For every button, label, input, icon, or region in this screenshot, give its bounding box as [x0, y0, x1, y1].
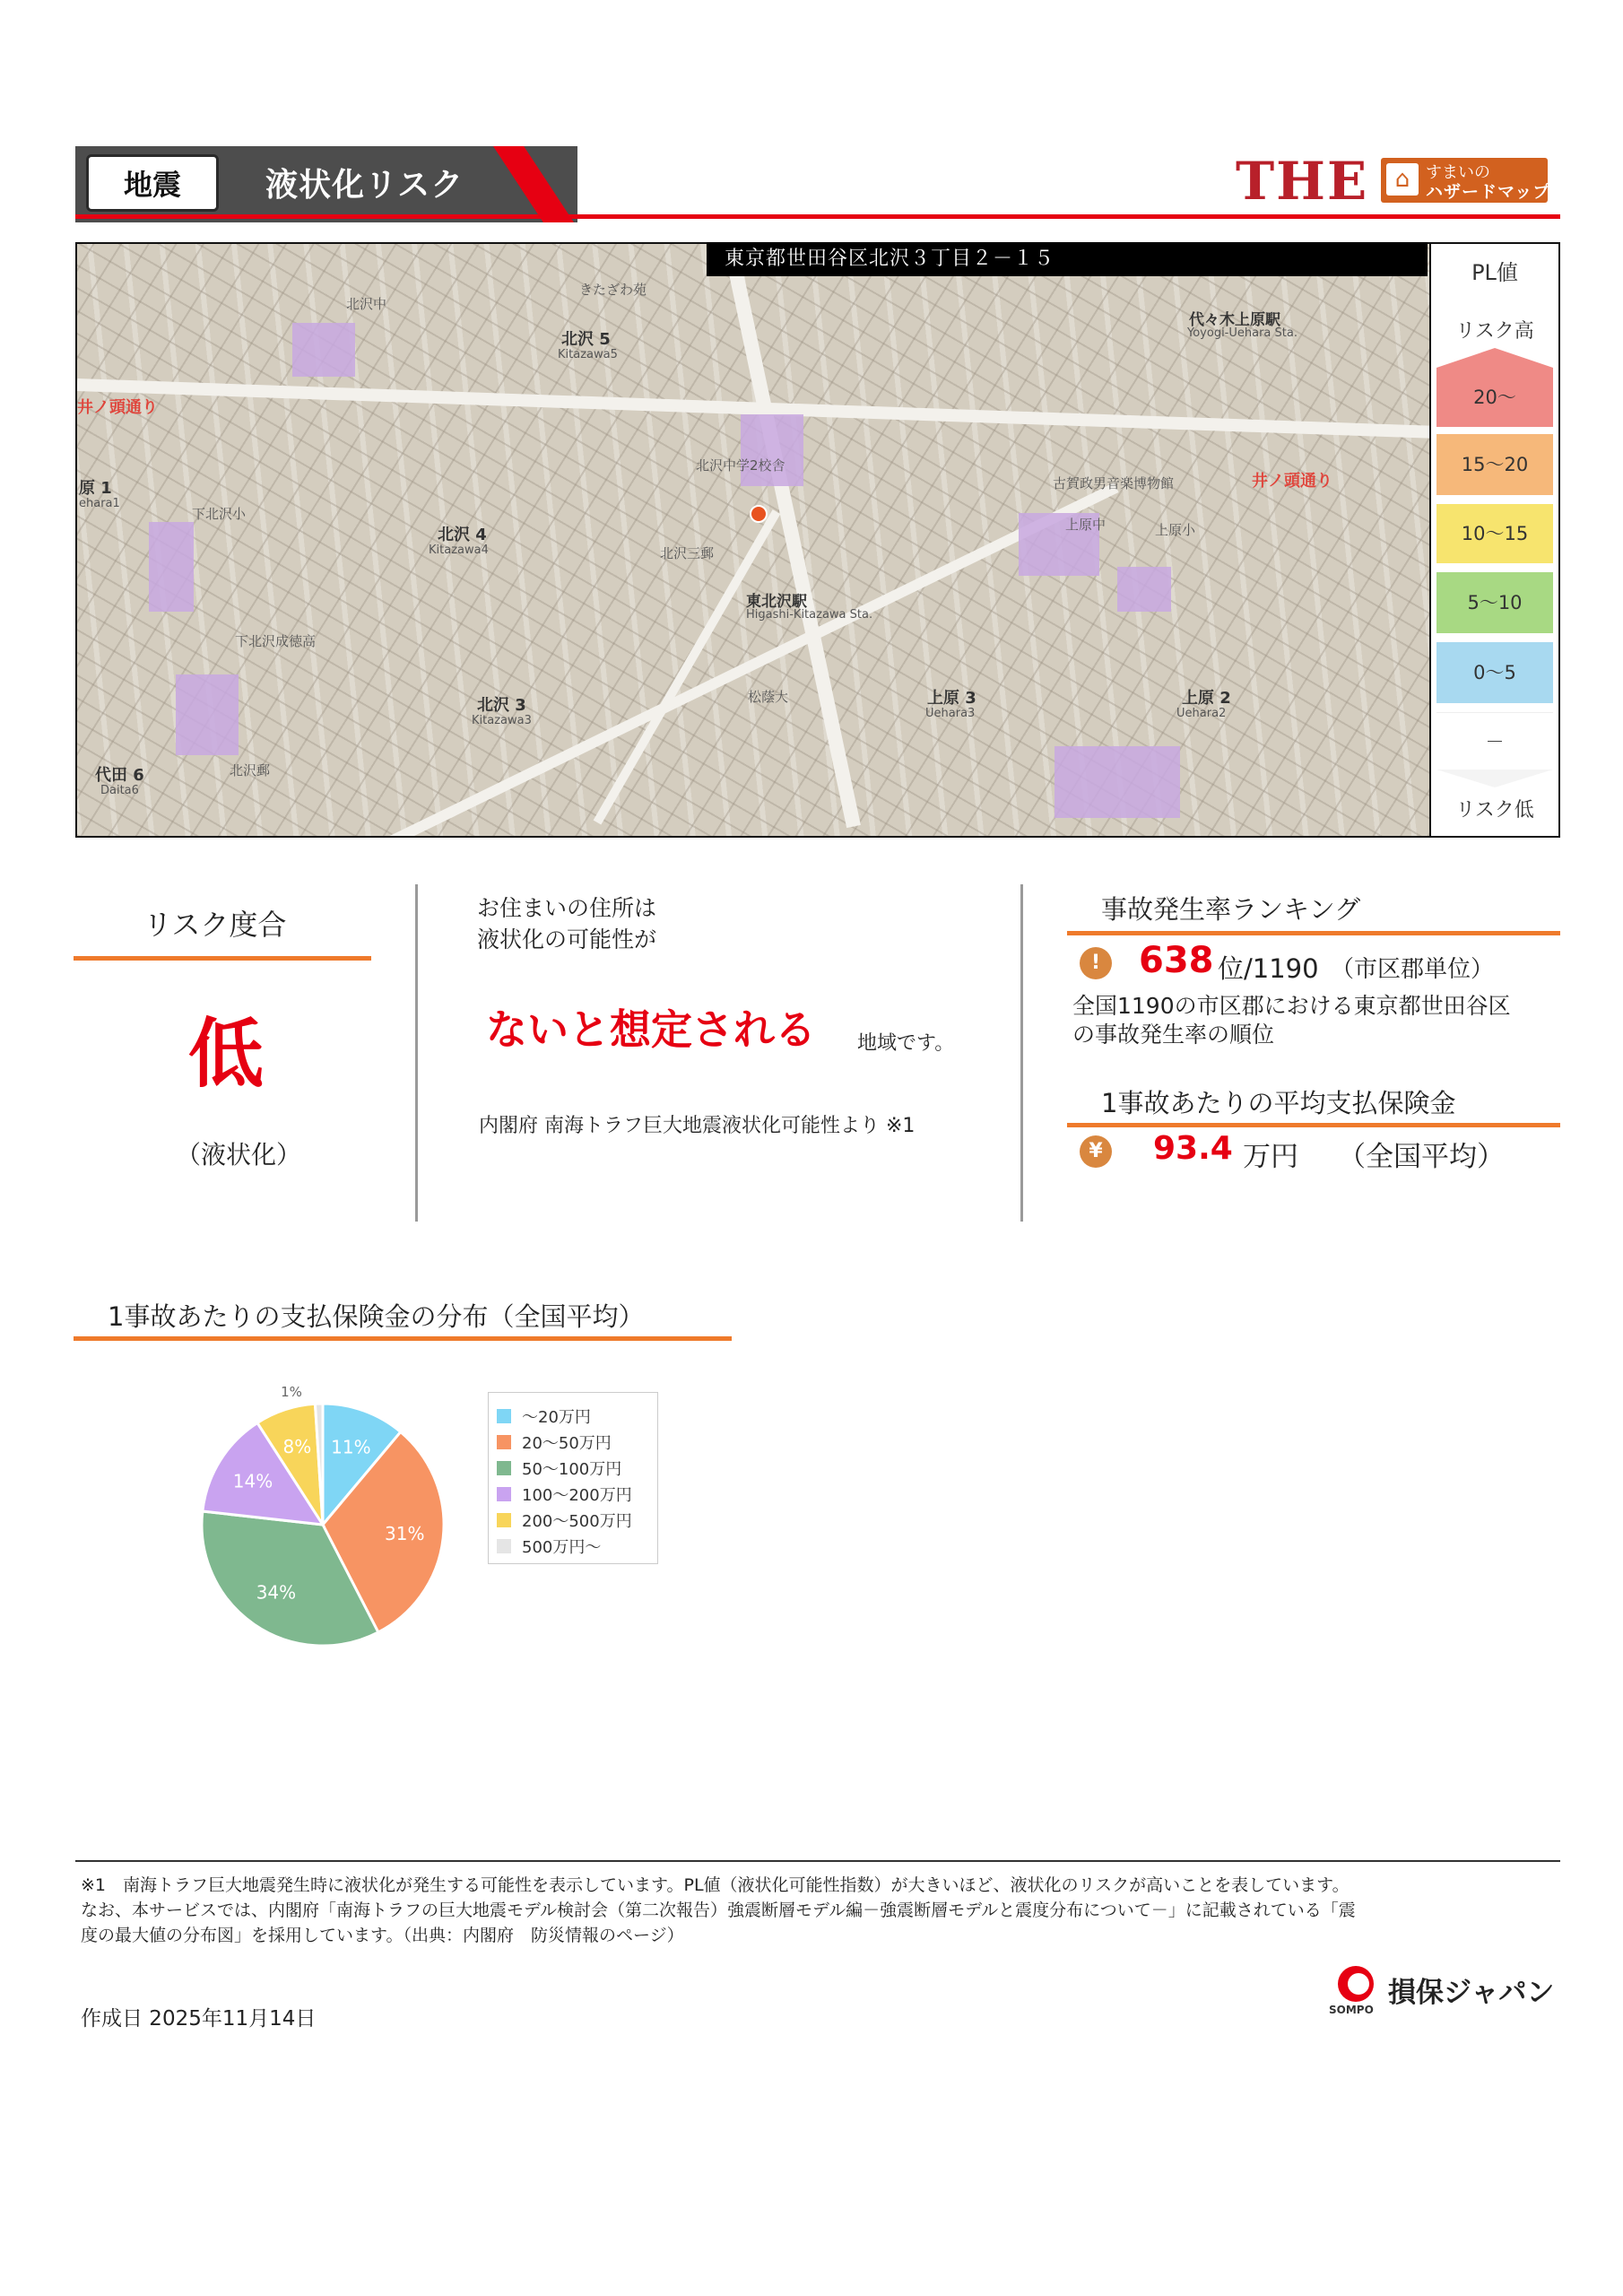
header-underline: [75, 214, 1560, 219]
pie-value-label: 11%: [331, 1436, 371, 1458]
message-highlight: ないと想定される: [486, 1005, 816, 1054]
legend-title: PL値: [1471, 260, 1518, 285]
footnote: [81, 1873, 1560, 1948]
pie-legend-item: [497, 1406, 591, 1426]
ranking-desc: の事故発生率の順位: [1072, 1022, 1275, 1048]
distribution-heading: 1事故あたりの支払保険金の分布（全国平均）: [108, 1301, 645, 1332]
avg-payout-unit: 万円: [1243, 1141, 1298, 1173]
avg-payout-heading: 1事故あたりの平均支払保険金: [1101, 1088, 1456, 1118]
map-station-label: 東北沢駅: [746, 593, 807, 611]
pie-value-label: 31%: [385, 1523, 425, 1545]
pie-legend-item: [497, 1536, 601, 1556]
legend-band: 10～15: [1436, 504, 1553, 563]
brand-sub-label: すまいの: [1426, 163, 1490, 182]
legend-high-label: リスク高: [1455, 320, 1534, 343]
legend-band: 0～5: [1436, 642, 1553, 703]
footnote-divider: [75, 1860, 1560, 1862]
section-underline: [1067, 1123, 1560, 1127]
footnote-line: ※1 南海トラフ巨大地震発生時に液状化が発生する可能性を表示しています。PL値（液状化可能性指数）が大きいほど、液状化のリスクが高いことを表しています。: [81, 1875, 1350, 1895]
map-poi-label: 古賀政男音楽博物館: [1053, 475, 1175, 491]
map-area-sublabel: ehara1: [79, 497, 120, 510]
pie-legend-swatch: [497, 1435, 511, 1449]
location-pin-icon[interactable]: [750, 505, 768, 523]
yen-icon: ¥: [1080, 1135, 1112, 1168]
avg-payout-value: 93.4: [1153, 1130, 1233, 1167]
payout-pie-chart: [161, 1345, 484, 1668]
map-poi-label: 北沢中: [346, 296, 387, 312]
risk-level: 低: [188, 1010, 265, 1098]
legend-band: 5～10: [1436, 572, 1553, 633]
map-school-zone: [1117, 567, 1171, 612]
pie-legend-item: [497, 1432, 612, 1452]
page-title: 液状化リスク: [265, 167, 464, 204]
pie-value-label: 34%: [256, 1581, 297, 1604]
pie-legend-item: [497, 1458, 621, 1478]
pie-legend-swatch: [497, 1539, 511, 1553]
address-label: 東京都世田谷区北沢３丁目２－１５: [707, 242, 1428, 276]
map-area-sublabel: Kitazawa3: [472, 714, 532, 727]
map-road-label: 井ノ頭通り: [1252, 472, 1332, 491]
house-icon: ⌂: [1386, 163, 1419, 196]
map-area-label: 原 1: [79, 479, 112, 498]
map-area-label: 上原 3: [927, 689, 976, 708]
avg-payout-note: （全国平均）: [1338, 1141, 1505, 1173]
pie-legend-item: [497, 1484, 632, 1504]
map-poi-label: 北沢郵: [230, 762, 271, 778]
sompo-logo-inner: [1348, 1973, 1369, 1995]
map-poi-label: 下北沢成徳高: [235, 633, 317, 649]
footnote-line: 度の最大値の分布図」を採用しています。（出典：内閣府 防災情報のページ）: [81, 1926, 684, 1945]
message-source: 内閣府 南海トラフ巨大地震液状化可能性より ※1: [479, 1115, 916, 1137]
section-underline: [74, 956, 371, 961]
map-area-sublabel: Kitazawa5: [558, 348, 618, 361]
map-road-label: 井ノ頭通り: [77, 398, 158, 417]
map-poi-label: 北沢三郵: [660, 545, 715, 561]
pie-legend-swatch: [497, 1513, 511, 1527]
map-station-sublabel: Higashi-Kitazawa Sta.: [746, 608, 873, 622]
ranking-heading: 事故発生率ランキング: [1101, 894, 1361, 925]
pie-legend-label: ～20万円: [522, 1408, 591, 1427]
map-poi-label: 上原小: [1155, 522, 1196, 538]
map-station-label: 代々木上原駅: [1189, 311, 1280, 329]
footnote-line: なお、本サービスでは、内閣府「南海トラフの巨大地震モデル検討会（第二次報告）強震断層モデル編－強震断層モデルと震度分布について－」に記載されている「震: [81, 1900, 1356, 1920]
column-divider: [415, 884, 418, 1222]
message-line2: 液状化の可能性が: [477, 926, 657, 952]
message-suffix: 地域です。: [857, 1032, 955, 1055]
pie-legend-swatch: [497, 1461, 511, 1475]
map-area-sublabel: Uehara2: [1176, 707, 1227, 720]
map-area-sublabel: Daita6: [100, 784, 139, 797]
pie-legend-label: 50～100万円: [522, 1460, 622, 1479]
brand-logo-the: THE: [1236, 151, 1369, 212]
map-school-zone: [741, 414, 803, 486]
ranking-unit: （市区郡単位）: [1331, 956, 1495, 983]
ranking-rank: 638: [1139, 940, 1214, 981]
map-poi-label: 上原中: [1065, 517, 1107, 533]
column-divider: [1020, 884, 1023, 1222]
map-area-sublabel: Kitazawa4: [429, 544, 489, 557]
map-poi-label: 下北沢小: [192, 506, 247, 522]
hazard-map[interactable]: [75, 242, 1429, 838]
legend-band: 20～: [1436, 368, 1553, 427]
risk-type: （液状化）: [176, 1140, 302, 1170]
map-area-label: 北沢 4: [438, 526, 487, 544]
exclamation-icon: !: [1080, 947, 1112, 979]
pie-legend-swatch: [497, 1487, 511, 1501]
ranking-desc: 全国1190の市区郡における東京都世田谷区: [1072, 993, 1511, 1019]
pie-legend-label: 100～200万円: [522, 1486, 632, 1505]
ranking-rank-suffix: 位/1190: [1218, 953, 1319, 984]
message-line1: お住まいの住所は: [477, 895, 657, 921]
map-area-label: 北沢 5: [561, 330, 611, 349]
map-area-label: 北沢 3: [477, 696, 526, 715]
pie-value-label: 8%: [282, 1435, 312, 1457]
map-school-zone: [292, 323, 355, 377]
company-name: 損保ジャパン: [1388, 1977, 1555, 2009]
map-school-zone: [149, 522, 194, 612]
pie-value-label: 1%: [281, 1384, 302, 1400]
map-area-label: 代田 6: [95, 766, 144, 785]
section-underline: [1067, 931, 1560, 935]
pie-legend-label: 200～500万円: [522, 1512, 632, 1531]
brand-name-label: ハザードマップ: [1426, 182, 1551, 202]
map-school-zone: [1055, 746, 1180, 818]
section-underline: [74, 1336, 732, 1341]
map-poi-label: 北沢中学2校舎: [696, 457, 785, 474]
map-poi-label: 松蔭大: [748, 689, 789, 705]
created-date: 作成日 2025年11月14日: [81, 2007, 317, 2031]
pie-value-label: 14%: [232, 1470, 273, 1492]
pie-legend-swatch: [497, 1409, 511, 1423]
map-station-sublabel: Yoyogi-Uehara Sta.: [1187, 326, 1298, 340]
map-area-label: 上原 2: [1182, 689, 1231, 708]
pie-legend-item: [497, 1510, 632, 1530]
legend-band: 15～20: [1436, 434, 1553, 495]
category-tag: 地震: [86, 154, 219, 212]
map-poi-label: きたざわ苑: [579, 282, 647, 298]
pie-legend-label: 500万円～: [522, 1538, 602, 1557]
map-school-zone: [176, 674, 239, 755]
risk-heading: リスク度合: [143, 908, 287, 942]
sompo-logo-text: SOMPO: [1329, 2004, 1374, 2016]
legend-band: －: [1436, 712, 1553, 770]
pie-legend-label: 20～50万円: [522, 1434, 612, 1453]
map-area-sublabel: Uehara3: [925, 707, 976, 720]
legend-low-label: リスク低: [1455, 799, 1534, 822]
